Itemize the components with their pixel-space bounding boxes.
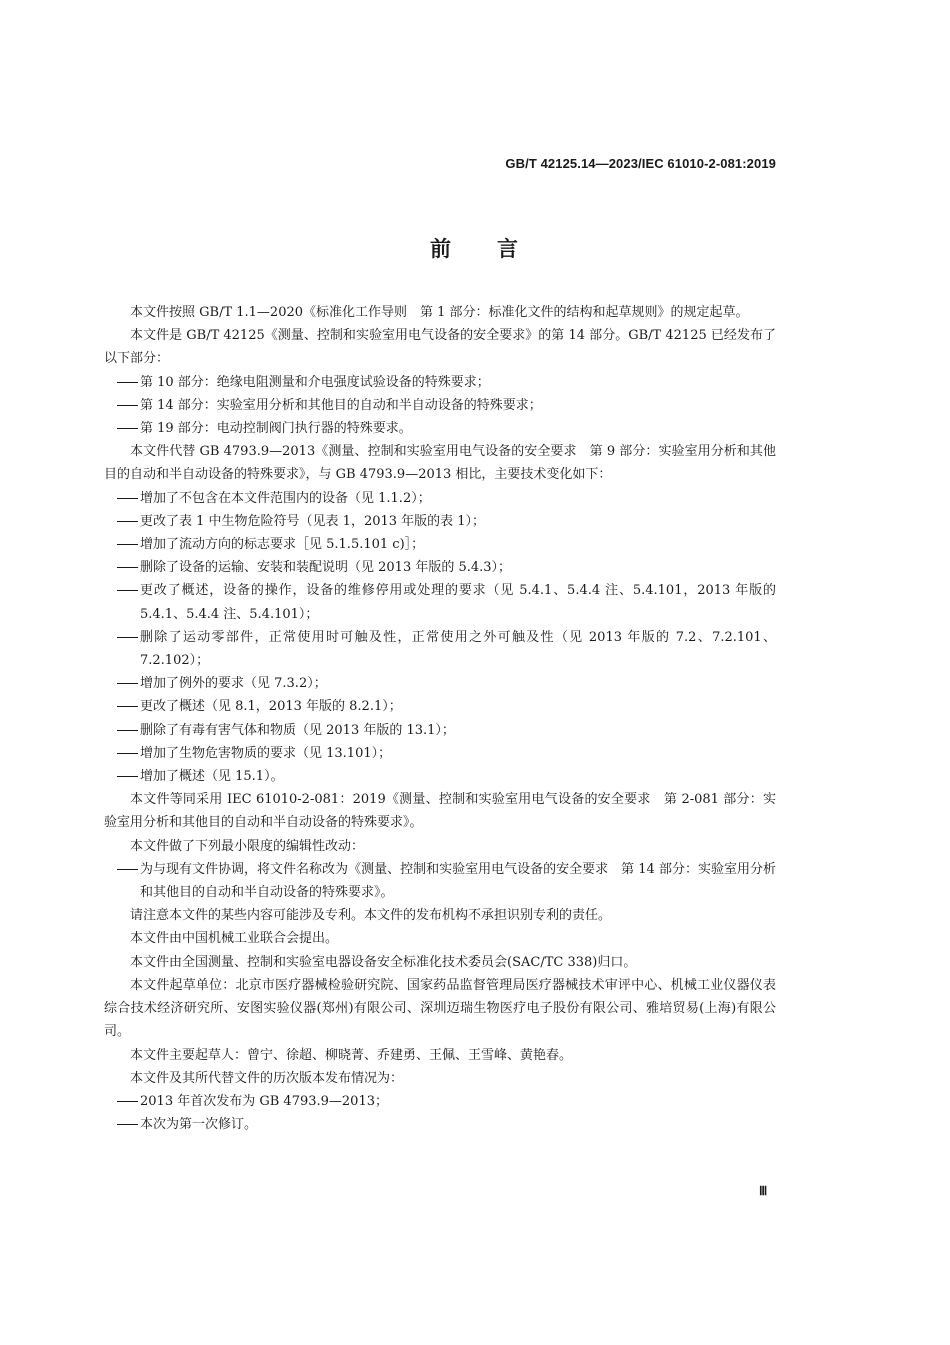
list-item-text: 本次为第一次修订。 — [140, 1117, 258, 1133]
list-item — [104, 858, 776, 904]
list-item — [104, 719, 776, 742]
list-item — [104, 672, 776, 695]
list-item — [104, 487, 776, 510]
title-char-1: 前 — [430, 237, 453, 261]
paragraph: 本文件等同采用 IEC 61010-2-081：2019《测量、控制和实验室用电气设备的安全要求 第 2-081 部分：实验室用分析和其他目的自动和半自动设备的特殊要求》。 — [104, 792, 776, 831]
list-item-text: 第 14 部分：实验室用分析和其他目的自动和半自动设备的特殊要求； — [140, 397, 542, 413]
list-item-text: 2013 年首次发布为 GB 4793.9—2013； — [140, 1093, 388, 1109]
list-item-text: 增加了流动方向的标志要求［见 5.1.5.101 c)］； — [140, 537, 425, 553]
list-item — [104, 626, 776, 672]
foreword-body — [104, 301, 776, 1136]
paragraph: 请注意本文件的某些内容可能涉及专利。本文件的发布机构不承担识别专利的责任。 — [130, 908, 612, 924]
list-item-text: 删除了有毒有害气体和物质（见 2013 年版的 13.1）； — [140, 722, 455, 738]
list-item — [104, 556, 776, 579]
list-item-text: 删除了设备的运输、安装和装配说明（见 2013 年版的 5.4.3）； — [140, 560, 512, 576]
paragraph: 本文件由中国机械工业联合会提出。 — [130, 931, 339, 947]
list-item-text: 增加了例外的要求（见 7.3.2）； — [140, 676, 327, 692]
list-item — [104, 579, 776, 625]
list-item — [104, 394, 776, 417]
list-item — [104, 371, 776, 394]
list-item — [104, 765, 776, 788]
list-item-text: 为与现有文件协调，将文件名称改为《测量、控制和实验室用电气设备的安全要求 第 14 部分：实验室用分析和其他目的自动和半自动设备的特殊要求》。 — [140, 861, 776, 901]
list-item — [104, 695, 776, 718]
document-code-header: GB/T 42125.14—2023/IEC 61010-2-081:2019 — [505, 156, 776, 171]
page-title — [0, 233, 950, 263]
list-item-text: 增加了不包含在本文件范围内的设备（见 1.1.2）； — [140, 490, 431, 506]
list-item-text: 更改了概述，设备的操作，设备的维修停用或处理的要求（见 5.4.1、5.4.4 注、5.4.101，2013 年版的 5.4.1、5.4.4 注、5.4.101）； — [140, 583, 776, 622]
list-item-text: 更改了表 1 中生物危险符号（见表 1，2013 年版的表 1）； — [140, 513, 486, 529]
list-item-text: 增加了生物危害物质的要求（见 13.101）； — [140, 745, 392, 761]
paragraph: 本文件代替 GB 4793.9—2013《测量、控制和实验室用电气设备的安全要求 第 9 部分：实验室用分析和其他目的自动和半自动设备的特殊要求》，与 GB 4793.9—2013 相比，主要技术变化如下： — [104, 444, 776, 483]
paragraph: 本文件做了下列最小限度的编辑性改动： — [130, 838, 365, 854]
list-item — [104, 533, 776, 556]
list-item — [104, 1090, 776, 1113]
paragraph: 本文件按照 GB/T 1.1—2020《标准化工作导则 第 1 部分：标准化文件的结构和起草规则》的规定起草。 — [130, 305, 749, 320]
title-char-2: 言 — [497, 237, 520, 261]
paragraph: 本文件及其所代替文件的历次版本发布情况为： — [130, 1070, 404, 1086]
list-item-text: 更改了概述（见 8.1，2013 年版的 8.2.1）； — [140, 699, 402, 715]
paragraph: 本文件由全国测量、控制和实验室电器设备安全标准化技术委员会(SAC/TC 338)归口。 — [130, 954, 637, 970]
list-item — [104, 1113, 776, 1136]
list-item-text: 删除了运动零部件，正常使用时可触及性，正常使用之外可触及性（见 2013 年版的 7.2、7.2.101、7.2.102）； — [140, 629, 776, 669]
page-number: Ⅲ — [759, 1184, 768, 1198]
paragraph: 本文件主要起草人：曾宁、徐超、柳晓菁、乔建勇、王佩、王雪峰、黄艳春。 — [130, 1047, 573, 1063]
list-item-text: 第 19 部分：电动控制阀门执行器的特殊要求。 — [140, 421, 412, 437]
list-item — [104, 510, 776, 533]
list-item — [104, 417, 776, 440]
paragraph: 本文件是 GB/T 42125《测量、控制和实验室用电气设备的安全要求》的第 14 部分。GB/T 42125 已经发布了以下部分： — [104, 328, 776, 367]
list-item — [104, 742, 776, 765]
list-item-text: 第 10 部分：绝缘电阻测量和介电强度试验设备的特殊要求； — [140, 374, 490, 390]
list-item-text: 增加了概述（见 15.1）。 — [140, 769, 284, 785]
paragraph: 本文件起草单位：北京市医疗器械检验研究院、国家药品监督管理局医疗器械技术审评中心、机械工业仪器仪表综合技术经济研究所、安图实验仪器(郑州)有限公司、深圳迈瑞生物医疗电子股份有限公司、雅培贸易(上海)有限公司。 — [104, 977, 776, 1040]
